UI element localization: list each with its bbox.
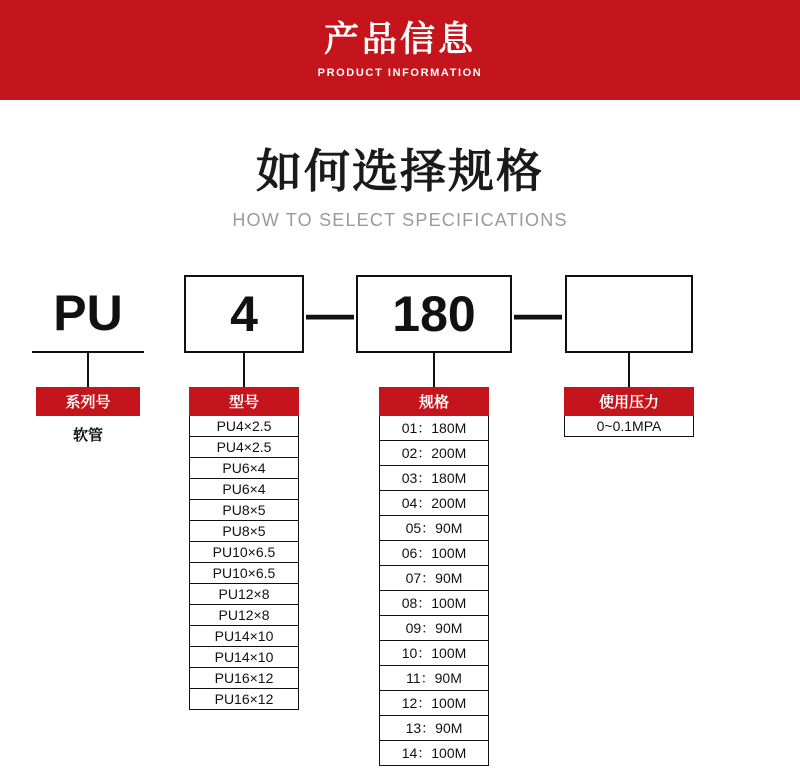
list-item: 10：100M: [379, 641, 489, 666]
list-item: 14：100M: [379, 741, 489, 766]
list-item: 01：180M: [379, 416, 489, 441]
list-item: PU16×12: [189, 668, 299, 689]
list-item: 05：90M: [379, 516, 489, 541]
list-item: PU8×5: [189, 521, 299, 542]
list-item: 09：90M: [379, 616, 489, 641]
spec-code-diagram: [32, 275, 768, 766]
list-item: PU10×6.5: [189, 563, 299, 584]
banner-title: 产品信息: [323, 19, 476, 59]
label-series: 系列号: [36, 387, 140, 416]
list-item: 12：100M: [379, 691, 489, 716]
list-item: 03：180M: [379, 466, 489, 491]
code-box-pressure: [565, 275, 693, 353]
column-model: [184, 275, 304, 710]
list-item: PU4×2.5: [189, 437, 299, 458]
series-value: 软管: [72, 427, 103, 444]
banner-subtitle: PRODUCT INFORMATION: [317, 67, 483, 80]
label-model: 型号: [189, 387, 299, 416]
dash-separator-1: —: [306, 287, 354, 341]
list-item: 02：200M: [379, 441, 489, 466]
connector-line-spec: [433, 353, 435, 387]
list-item: PU6×4: [189, 479, 299, 500]
list-item: PU12×8: [189, 605, 299, 626]
list-item: 13：90M: [379, 716, 489, 741]
code-box-model: 4: [184, 275, 304, 353]
list-item: PU8×5: [189, 500, 299, 521]
connector-line-series: [87, 353, 89, 387]
code-box-series: PU: [32, 275, 144, 353]
product-info-banner: [0, 0, 800, 100]
list-item: PU12×8: [189, 584, 299, 605]
connector-line-model: [243, 353, 245, 387]
list-item: 08：100M: [379, 591, 489, 616]
code-box-spec: 180: [356, 275, 512, 353]
list-item: PU10×6.5: [189, 542, 299, 563]
list-item: PU4×2.5: [189, 416, 299, 437]
list-item: 11：90M: [379, 666, 489, 691]
list-item: 06：100M: [379, 541, 489, 566]
column-pressure: [564, 275, 694, 437]
list-item: 04：200M: [379, 491, 489, 516]
section-heading: [0, 145, 800, 231]
list-item: PU16×12: [189, 689, 299, 710]
list-item: PU14×10: [189, 626, 299, 647]
list-item: PU14×10: [189, 647, 299, 668]
heading-chinese: 如何选择规格: [256, 145, 544, 197]
dash-separator-2: —: [514, 287, 562, 341]
label-pressure: 使用压力: [564, 387, 694, 416]
heading-english: HOW TO SELECT SPECIFICATIONS: [232, 210, 568, 230]
connector-line-pressure: [628, 353, 630, 387]
list-item: 0~0.1MPA: [564, 416, 694, 437]
label-spec: 规格: [379, 387, 489, 416]
list-item: PU6×4: [189, 458, 299, 479]
column-series: [32, 275, 144, 445]
column-spec: [356, 275, 512, 766]
list-item: 07：90M: [379, 566, 489, 591]
